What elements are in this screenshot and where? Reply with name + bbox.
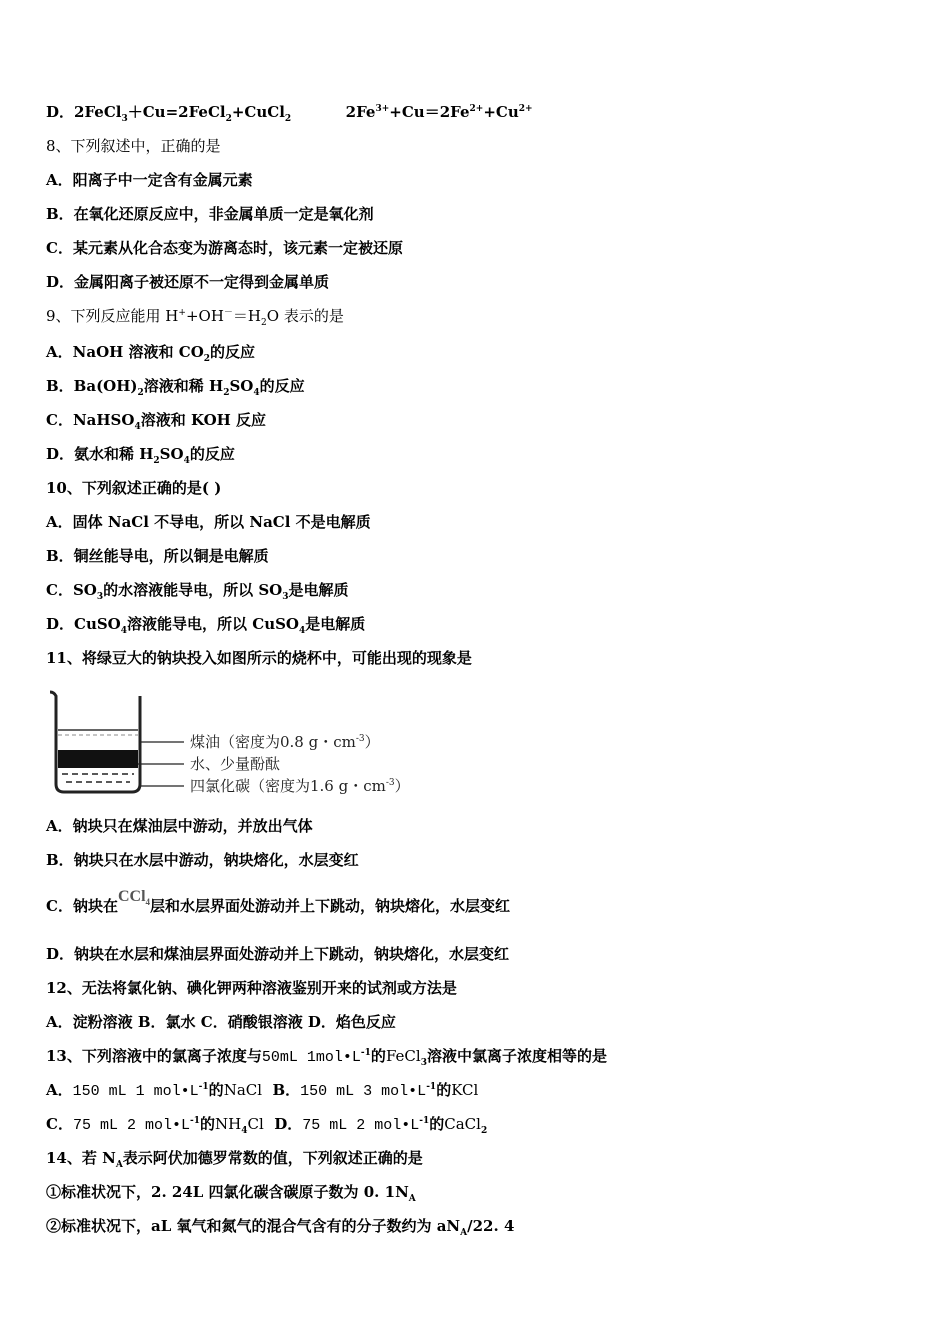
label-water: 水、少量酚酞: [190, 755, 281, 773]
text: 的反应: [259, 377, 305, 395]
text: C．NaHSO: [46, 411, 135, 429]
text: 9、下列反应能用 H: [46, 307, 179, 325]
text: +Cu: [483, 103, 519, 121]
text: C．SO: [46, 581, 97, 599]
question-13: [46, 1046, 607, 1068]
text: 溶液和 KOH 反应: [140, 411, 267, 429]
sup: -1: [426, 1082, 437, 1092]
q12-options: A．淀粉溶液 B．氯水 C．硝酸银溶液 D．焰色反应: [46, 1013, 396, 1031]
text: 2Fe: [345, 103, 376, 121]
text: +OH: [185, 307, 224, 325]
q8-option-a: A．阳离子中一定含有金属元素: [46, 171, 253, 189]
text: +CuCl: [231, 103, 285, 121]
text: /22. 4: [467, 1217, 515, 1235]
text: CaCl: [444, 1115, 481, 1133]
sub: A: [460, 1228, 468, 1238]
sup: -1: [198, 1082, 209, 1092]
q9-option-a: [46, 342, 255, 362]
sup: 2+: [518, 104, 533, 114]
q8-option-b: B．在氧化还原反应中，非金属单质一定是氧化剂: [46, 205, 374, 223]
question-11: 11、将绿豆大的钠块投入如图所示的烧杯中，可能出现的现象是: [46, 649, 472, 667]
q11-option-b: B．钠块只在水层中游动，钠块熔化，水层变红: [46, 851, 359, 869]
text: 的水溶液能导电，所以 SO: [103, 581, 283, 599]
sup: +: [178, 308, 186, 318]
sub: 3: [420, 1058, 427, 1068]
text: 溶液中氯离子浓度相等的是: [426, 1047, 607, 1065]
sub: 2: [261, 318, 267, 328]
text: KCl: [451, 1081, 479, 1099]
sub: 4: [134, 422, 141, 432]
text: FeCl: [385, 1047, 421, 1065]
sub: 2: [225, 114, 232, 124]
q13-options-ab: [46, 1080, 478, 1102]
text: 75 mL 2 mol•L: [72, 1117, 190, 1134]
sub: 4: [253, 388, 260, 398]
water-layer: [58, 750, 138, 768]
text: ＋Cu=2FeCl: [127, 103, 226, 121]
sub: 4: [183, 456, 190, 466]
text: C．: [46, 1115, 73, 1133]
text: D．2FeCl: [46, 103, 122, 121]
sub: 2: [203, 354, 211, 364]
text: ＝H: [232, 307, 262, 325]
text: 75 mL 2 mol•L: [302, 1117, 420, 1134]
text: 150 mL 1 mol•L: [72, 1083, 199, 1100]
text: D．: [263, 1115, 303, 1133]
sup: －: [223, 308, 233, 318]
sub: 3: [96, 592, 104, 602]
sup: 3+: [375, 104, 390, 114]
q10-option-b: B．铜丝能导电，所以铜是电解质: [46, 547, 269, 565]
sub: 2: [480, 1126, 488, 1136]
text: A．NaOH 溶液和 CO: [46, 343, 204, 361]
beaker-outline: [50, 692, 140, 792]
label-kerosene: 煤油（密度为0.8 g・$cm^{-3}$）: [190, 733, 380, 751]
text: B．: [262, 1081, 301, 1099]
sub: 2: [284, 114, 292, 124]
text: B．Ba(OH): [46, 377, 138, 395]
sub: 4: [241, 1126, 248, 1136]
text: 13、下列溶液中的氯离子浓度与: [46, 1047, 262, 1065]
text: 是电解质: [305, 615, 366, 633]
q8-option-c: C．某元素从化合态变为游离态时，该元素一定被还原: [46, 239, 403, 257]
text: 的反应: [210, 343, 256, 361]
sub: A: [408, 1194, 416, 1204]
sub: A: [115, 1160, 123, 1170]
text: D．氨水和稀 H: [46, 445, 154, 463]
text: SO: [229, 377, 254, 395]
text: 150 mL 3 mol•L: [300, 1083, 427, 1100]
q10-option-a: A．固体 NaCl 不导电，所以 NaCl 不是电解质: [46, 513, 371, 531]
q10-option-c: [46, 580, 349, 600]
q14-statement-1: [46, 1182, 416, 1202]
text: 14、若 N: [46, 1149, 116, 1167]
sup: -1: [360, 1048, 371, 1058]
text: ②标准状况下，aL 氧气和氮气的混合气含有的分子数约为 aN: [46, 1217, 461, 1235]
text: Cl: [247, 1115, 264, 1133]
sub: 2: [137, 388, 144, 398]
q14-statement-2: [46, 1216, 514, 1236]
sub: 3: [282, 592, 289, 602]
q13-options-cd: [46, 1114, 487, 1136]
text: 的: [436, 1081, 452, 1099]
question-9: [46, 306, 344, 326]
text: 的反应: [189, 445, 235, 463]
text: D．CuSO: [46, 615, 121, 633]
text: 的: [370, 1047, 386, 1065]
text: 层和水层界面处游动并上下跳动，钠块熔化，水层变红: [150, 897, 511, 915]
q9-option-b: [46, 376, 305, 396]
sup: 2+: [469, 104, 484, 114]
text: ①标准状况下，2. 24L 四氯化碳含碳原子数为 0. 1N: [46, 1183, 409, 1201]
q9-option-d: [46, 444, 235, 464]
question-12: 12、无法将氯化钠、碘化钾两种溶液鉴别开来的试剂或方法是: [46, 979, 457, 997]
sup: -1: [189, 1116, 200, 1126]
text: A．: [46, 1081, 73, 1099]
text: +Cu＝2Fe: [389, 103, 470, 121]
text: 溶液和稀 H: [143, 377, 224, 395]
q11-option-c: [46, 888, 511, 917]
text: 的: [199, 1115, 215, 1133]
text: SO: [159, 445, 184, 463]
sup: -1: [419, 1116, 430, 1126]
q9-option-c: [46, 410, 266, 430]
sub: 4: [120, 626, 128, 636]
label-ccl4: 四氯化碳（密度为1.6 g・$cm^{-3}$）: [190, 777, 410, 795]
text: NH: [215, 1115, 242, 1133]
text: NaCl: [223, 1081, 263, 1099]
text: 是电解质: [288, 581, 349, 599]
text: 的: [429, 1115, 445, 1133]
sub: 3: [121, 114, 128, 124]
text: C．钠块在: [46, 897, 118, 915]
question-10: 10、下列叙述正确的是( ): [46, 479, 222, 497]
q10-option-d: [46, 614, 365, 634]
option-d-prev: [46, 102, 533, 122]
text: 溶液能导电，所以 CuSO: [127, 615, 299, 633]
sub: 2: [223, 388, 230, 398]
text: 50mL 1mol•L: [261, 1049, 361, 1066]
text: 表示阿伏加德罗常数的值，下列叙述正确的是: [122, 1149, 423, 1167]
beaker-figure: [44, 688, 444, 800]
q11-option-d: D．钠块在水层和煤油层界面处游动并上下跳动，钠块熔化，水层变红: [46, 945, 510, 963]
q11-option-a: A．钠块只在煤油层中游动，并放出气体: [46, 817, 313, 835]
sub: 4: [299, 626, 306, 636]
sub: 2: [153, 456, 160, 466]
text: 的: [208, 1081, 224, 1099]
ccl4-formula: CCl$_4$: [117, 888, 151, 908]
text: O 表示的是: [266, 307, 344, 325]
question-8: 8、下列叙述中，正确的是: [46, 137, 221, 155]
question-14: [46, 1148, 423, 1168]
q8-option-d: D．金属阳离子被还原不一定得到金属单质: [46, 273, 330, 291]
